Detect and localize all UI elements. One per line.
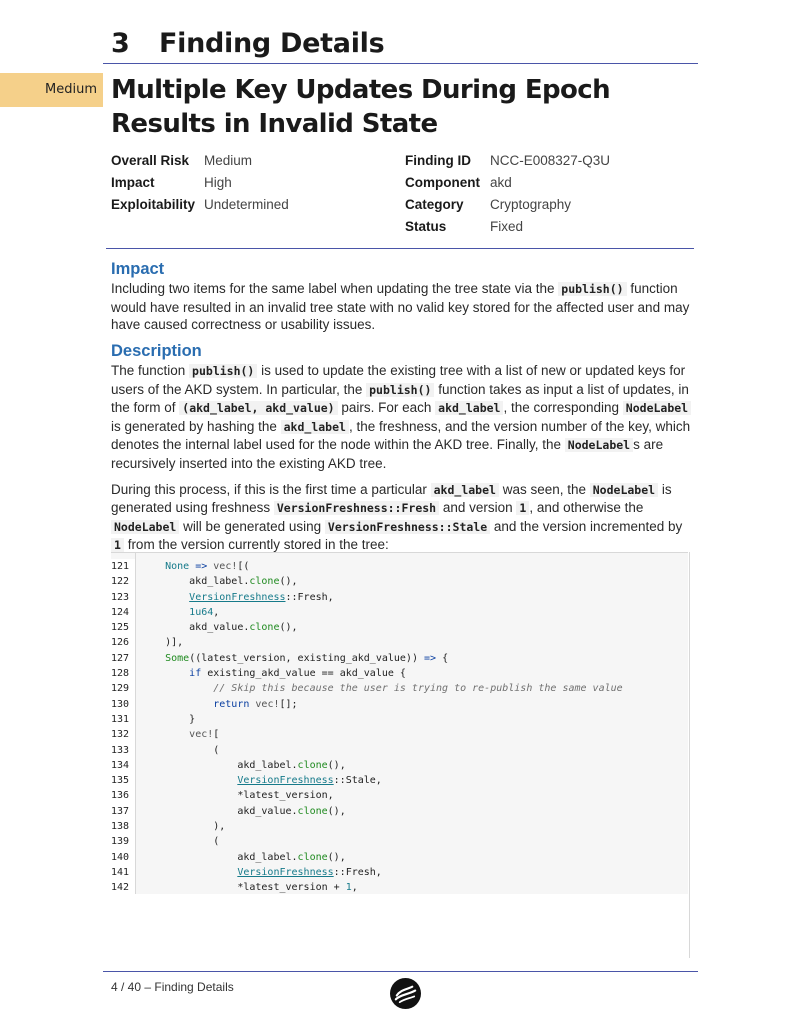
inline-code: publish() xyxy=(558,282,626,296)
line-number: 140 xyxy=(111,851,130,863)
section-number: 3 xyxy=(111,28,130,59)
code-token: // Skip this because the user is trying to re-publish the same value xyxy=(213,683,623,695)
code-token: (), xyxy=(279,622,298,634)
code-line xyxy=(141,712,623,727)
inline-code: VersionFreshness::Stale xyxy=(325,520,490,534)
text-run: pairs. For each xyxy=(337,400,436,416)
code-token: ), xyxy=(141,821,226,833)
code-line xyxy=(141,819,623,834)
meta-row-component xyxy=(405,172,610,194)
code-line xyxy=(141,559,623,574)
meta-value: Undetermined xyxy=(204,197,289,212)
code-token: , xyxy=(351,882,358,894)
code-line xyxy=(141,788,623,803)
text-run: from the version currently stored in the tree: xyxy=(123,537,389,553)
text-run: will be generated using xyxy=(179,518,325,534)
code-line xyxy=(141,681,623,696)
text-run: and the version incremented by xyxy=(490,518,683,534)
line-number: 136 xyxy=(111,790,130,802)
text-run: s are recursively inserted into the existing AKD tree. xyxy=(111,437,664,471)
code-token: vec! xyxy=(255,698,280,710)
code-lines xyxy=(141,559,623,896)
code-token: 1 xyxy=(345,882,352,894)
inline-code: (akd_label, akd_value) xyxy=(179,401,337,415)
code-token: clone xyxy=(297,805,328,817)
code-token xyxy=(141,668,189,679)
meta-value: NCC-E008327-Q3U xyxy=(490,153,611,168)
text-run: , and otherwise the xyxy=(529,500,644,516)
code-token: None xyxy=(165,561,190,572)
description-heading: Description xyxy=(111,342,202,360)
text-run: Including two items for the same label when updating the tree state via the xyxy=(111,281,559,296)
inline-code: VersionFreshness::Fresh xyxy=(274,501,439,515)
code-token: akd_label. xyxy=(141,759,298,771)
description-section xyxy=(111,341,696,563)
meta-left xyxy=(111,150,289,216)
code-line xyxy=(141,758,623,773)
text-run: is used to update the existing tree with a list of new or updated keys for users of the AKD system. In particular, the xyxy=(111,363,686,397)
meta-value: High xyxy=(204,175,232,190)
line-number: 142 xyxy=(111,882,130,894)
inline-code: publish() xyxy=(366,383,434,397)
code-token: existing_akd_value == akd_value { xyxy=(201,668,406,680)
code-token: ::Fresh, xyxy=(285,591,334,603)
code-token: vec! xyxy=(189,729,214,741)
meta-right xyxy=(405,150,610,238)
inline-code: NodeLabel xyxy=(565,438,633,452)
inline-code: NodeLabel xyxy=(111,520,179,534)
text-run: is generated by hashing the xyxy=(111,418,281,434)
code-token xyxy=(141,653,165,664)
line-number: 139 xyxy=(111,836,130,848)
footer-divider xyxy=(103,971,698,972)
meta-value: Cryptography xyxy=(490,197,572,212)
code-line xyxy=(141,635,623,650)
inline-code: akd_label xyxy=(431,483,499,497)
finding-title: Multiple Key Updates During Epoch Results in Invalid State xyxy=(111,75,610,139)
inline-code: akd_label xyxy=(435,401,503,415)
text-run: , the freshness, and the version number of the key, which denotes the internal label used for the node within the AKD tree. Finally, the xyxy=(111,418,691,453)
meta-row-impact xyxy=(111,172,289,194)
code-token: *latest_version + xyxy=(141,882,346,894)
meta-key: Status xyxy=(405,219,447,234)
code-token: ( xyxy=(141,836,220,848)
line-number: 137 xyxy=(111,805,130,817)
code-token: => xyxy=(424,652,437,664)
code-token: if xyxy=(189,668,202,680)
code-line xyxy=(141,834,623,849)
meta-divider xyxy=(106,248,694,249)
code-line xyxy=(141,590,623,605)
line-number: 134 xyxy=(111,759,130,771)
code-token: } xyxy=(141,713,196,725)
code-token: *latest_version, xyxy=(141,790,334,802)
line-number: 128 xyxy=(111,668,130,680)
code-token: { xyxy=(436,652,449,664)
code-token: , xyxy=(213,606,220,618)
text-run: function would have resulted in an invalid tree state with no valid key stored for the affected user and may have caused correctness or usability issues. xyxy=(111,281,690,333)
line-number: 121 xyxy=(111,561,130,572)
code-token: (), xyxy=(327,759,346,771)
code-token: clone xyxy=(249,576,280,588)
code-token: [ xyxy=(213,729,220,741)
meta-row-status xyxy=(405,216,610,238)
text-run: and version xyxy=(439,500,517,516)
inline-code: NodeLabel xyxy=(623,401,691,415)
line-number: 123 xyxy=(111,591,130,603)
impact-section xyxy=(111,259,696,342)
code-token: => xyxy=(189,561,214,572)
code-line xyxy=(141,605,623,620)
meta-row-overall-risk xyxy=(111,150,289,172)
code-token: (), xyxy=(327,851,346,863)
line-number: 126 xyxy=(111,637,130,649)
code-token: VersionFreshness xyxy=(189,591,286,603)
meta-key: Overall Risk xyxy=(111,153,190,168)
code-token xyxy=(141,699,213,710)
code-token: )], xyxy=(141,637,184,649)
code-token: ( xyxy=(141,744,220,756)
text-run: The function xyxy=(111,363,190,378)
section-title xyxy=(111,28,384,59)
code-background xyxy=(111,552,688,894)
footer-page-info: 4 / 40 – Finding Details xyxy=(111,980,234,994)
code-token: akd_label. xyxy=(141,851,298,863)
line-number: 122 xyxy=(111,576,130,588)
line-number: 141 xyxy=(111,866,130,878)
code-line xyxy=(141,773,623,788)
meta-key: Component xyxy=(405,175,480,190)
line-number-gutter xyxy=(111,559,136,896)
inline-code: 1 xyxy=(516,501,529,515)
section-title-text: Finding Details xyxy=(159,28,385,59)
code-line xyxy=(141,804,623,819)
meta-row-category xyxy=(405,194,610,216)
code-line xyxy=(141,880,623,895)
line-number: 130 xyxy=(111,698,130,710)
code-token xyxy=(141,592,189,603)
line-number: 124 xyxy=(111,606,130,618)
code-token: []; xyxy=(279,698,298,710)
text-run: was seen, the xyxy=(498,481,590,497)
text-run: is generated using freshness xyxy=(111,481,672,516)
code-token: return xyxy=(213,698,250,710)
line-number: 129 xyxy=(111,683,130,695)
meta-value: Fixed xyxy=(490,219,524,234)
meta-value: akd xyxy=(490,175,512,190)
code-token: [( xyxy=(237,561,250,572)
code-line xyxy=(141,666,623,681)
code-token xyxy=(141,607,189,618)
impact-heading: Impact xyxy=(111,260,165,278)
code-token: ::Fresh, xyxy=(333,866,382,878)
code-line xyxy=(141,727,623,742)
code-token: VersionFreshness xyxy=(237,866,334,878)
description-paragraph-1 xyxy=(111,362,696,473)
impact-paragraph xyxy=(111,280,696,334)
top-divider xyxy=(103,63,698,64)
code-token xyxy=(141,729,189,740)
code-line xyxy=(141,651,623,666)
inline-code: publish() xyxy=(189,364,257,378)
code-line xyxy=(141,574,623,589)
meta-row-exploitability xyxy=(111,194,289,216)
code-token: clone xyxy=(297,759,328,771)
inline-code: akd_label xyxy=(281,420,349,434)
line-number: 125 xyxy=(111,622,130,634)
line-number: 135 xyxy=(111,775,130,787)
text-run: function takes as input a list of updates, in the form of xyxy=(111,381,689,416)
code-block xyxy=(111,552,690,958)
code-token: (), xyxy=(279,576,298,588)
description-paragraph-2 xyxy=(111,481,696,555)
gutter-divider xyxy=(135,553,136,894)
code-token: akd_value. xyxy=(141,622,250,634)
code-line xyxy=(141,865,623,880)
text-run: , the corresponding xyxy=(503,400,623,416)
code-line xyxy=(141,850,623,865)
code-token: akd_label. xyxy=(141,576,250,588)
text-run: During this process, if this is the first time a particular xyxy=(111,481,431,497)
code-token xyxy=(141,867,237,878)
code-token: (), xyxy=(327,805,346,817)
ncc-logo-icon xyxy=(390,978,421,1009)
code-token xyxy=(141,561,165,572)
inline-code: 1 xyxy=(111,538,124,552)
code-token: ::Stale, xyxy=(333,775,382,787)
meta-key: Impact xyxy=(111,175,155,190)
code-line xyxy=(141,743,623,758)
code-token: clone xyxy=(297,851,328,863)
risk-badge: Medium xyxy=(0,73,103,107)
code-line xyxy=(141,620,623,635)
line-number: 133 xyxy=(111,744,130,756)
meta-key: Category xyxy=(405,197,464,212)
code-token: Some xyxy=(165,652,190,664)
code-token: VersionFreshness xyxy=(237,775,334,787)
line-number: 131 xyxy=(111,713,130,725)
line-number: 138 xyxy=(111,821,130,833)
meta-key: Finding ID xyxy=(405,153,471,168)
meta-row-finding-id xyxy=(405,150,610,172)
code-token: clone xyxy=(249,622,280,634)
code-token xyxy=(141,775,237,786)
code-token xyxy=(141,683,213,694)
code-token: vec! xyxy=(213,561,238,572)
line-number: 132 xyxy=(111,729,130,741)
code-line xyxy=(141,697,623,712)
meta-key: Exploitability xyxy=(111,197,196,212)
code-token: ((latest_version, existing_akd_value)) xyxy=(189,652,424,664)
line-number: 127 xyxy=(111,652,130,664)
code-token: akd_value. xyxy=(141,805,298,817)
code-token: 1u64 xyxy=(189,606,214,618)
meta-value: Medium xyxy=(204,153,253,168)
inline-code: NodeLabel xyxy=(590,483,658,497)
